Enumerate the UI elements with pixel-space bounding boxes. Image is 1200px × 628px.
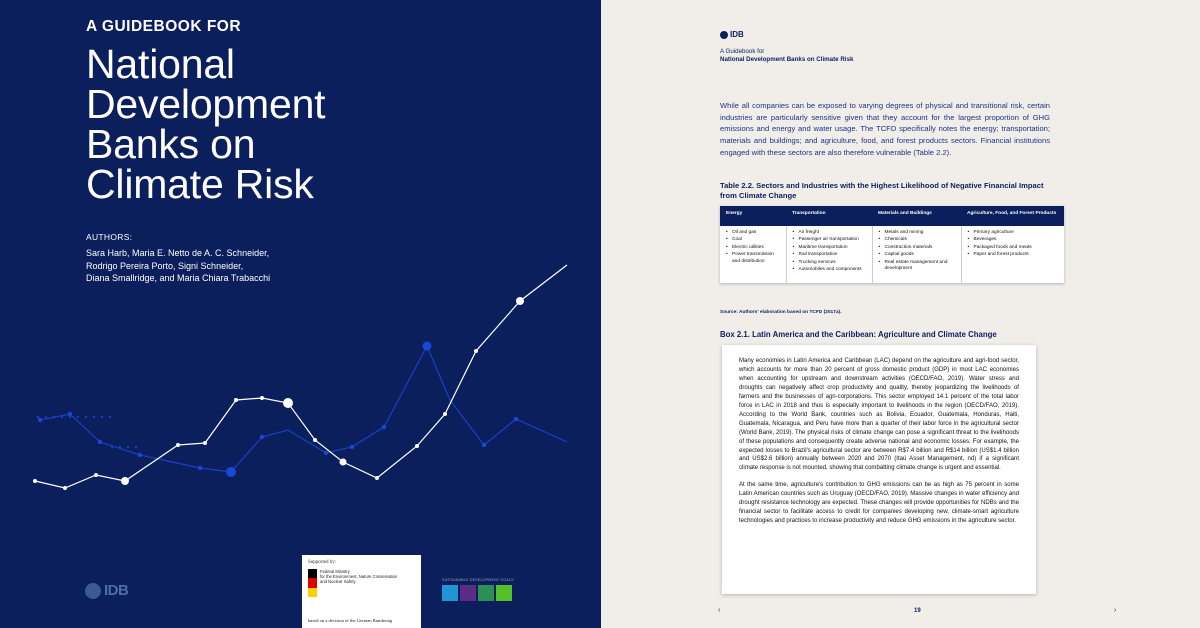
- list-item: • Primary agriculture: [968, 230, 1059, 236]
- idb-logo: [85, 582, 128, 599]
- intro-paragraph: While all companies can be exposed to varying degrees of physical and transitional risk, certain industries are particularly sensitive given that they account for the largest proportion of GHG emissions and energy and water usage. The TCFD specifically notes the energy; transportation; materials and buildings; and agriculture, food, and forest products sectors. Financial institutions engaged with these sectors are also therefore vulnerable (Table 2.2).: [720, 101, 1050, 157]
- box-paragraph: Many economies in Latin America and Caribbean (LAC) depend on the agriculture and agri-food sector, which accounts for more than 20 percent of gross domestic product (GDP) in most LAC economies when accounting for upstream and downstream activities (OECD/FAO, 2019). Water stress and droughts can negatively affect crop productivity and quality, thereby jeopardizing the livelihoods of farmers and the businesses of agri-corporations. This sector employed 14.1 percent of the total labor force in LAC in 2018 and thus is especially important to livelihoods in the region (OECD/FAO, 2019). According to the World Bank, countries such as Bolivia, Ecuador, Guatemala, Honduras, Haiti, Guatemala, Nicaragua, and Peru have more than a quarter of their labor force in the agricultural sector (World Bank, 2019). The physical risks of climate change can pose a significant threat to the livelihoods of these populations and consequently create adverse national and economic losses. For example, the expected losses to Brazil's agricultural sector are between R$7.4 billion and R$14 billion (US$1.4 billion and US$2.6 billion) annually between 2020 and 2070 (Itaú Asset Management, nd) if a significant climate response is not mounted, showing that combatting climate change is urgent and essential.: [739, 358, 1019, 472]
- sdg-label: SUSTAINABLE DEVELOPMENT GOALS: [442, 578, 514, 582]
- page-navigation: [601, 607, 1200, 617]
- list-item: • Chemicals: [879, 237, 955, 243]
- sdg-land-icon: [496, 585, 512, 601]
- list-item: • Passenger air transportation: [793, 237, 866, 243]
- list-item: • Rail transportation: [793, 252, 866, 258]
- authors-line: Rodrigo Pereira Porto, Signi Schneider,: [86, 260, 244, 271]
- list-item: • Construction materials: [879, 245, 955, 251]
- chevron-right-icon[interactable]: ›: [1114, 607, 1117, 614]
- running-header-line1: A Guidebook for: [720, 48, 765, 55]
- table-header-cell: Energy: [720, 206, 786, 226]
- cover-title-line: Development: [86, 81, 326, 127]
- sdg-climate-icon: [478, 585, 494, 601]
- authors-line: Diana Smallridge, and Maria Chiara Trabacchi: [86, 273, 271, 284]
- list-item: • Trucking services: [793, 260, 866, 266]
- page-number: 19: [914, 608, 921, 614]
- cover-title-line: National: [86, 41, 235, 87]
- chevron-left-icon[interactable]: ‹: [718, 607, 721, 614]
- running-header-line2: National Development Banks on Climate Risk: [720, 56, 854, 63]
- list-item: • Packaged foods and meats: [968, 245, 1059, 251]
- cover-title-line: Banks on: [86, 121, 256, 167]
- list-item: • Beverages: [968, 237, 1059, 243]
- list-item: • Real estate management and development: [879, 260, 955, 272]
- list-item: • Capital goods: [879, 252, 955, 258]
- page-logo-text: IDB: [730, 30, 744, 39]
- box-title: Box 2.1. Latin America and the Caribbean: Agriculture and Climate Change: [720, 330, 997, 339]
- table-cell: [786, 226, 872, 283]
- sdg-badges: [442, 578, 514, 601]
- sectors-table: [720, 206, 1064, 283]
- white-trend-line: [33, 265, 567, 490]
- text-box: [722, 345, 1036, 594]
- table-header-cell: Transportation: [786, 206, 872, 226]
- table-header-cell: Materials and Buildings: [872, 206, 961, 226]
- ministry-line: for the Environment, Nature Conservation: [320, 574, 398, 580]
- cover-kicker: A GUIDEBOOK FOR: [86, 18, 242, 35]
- blue-trend-line: [38, 342, 567, 478]
- table-row: [720, 226, 1064, 283]
- list-item: • Oil and gas: [726, 230, 780, 236]
- ministry-line: Federal Ministry: [320, 569, 350, 574]
- supported-by-label: Supported by:: [308, 560, 337, 565]
- table-header-cell: Agriculture, Food, and Forest Products: [961, 206, 1064, 226]
- list-item: • Electric utilities: [726, 245, 780, 251]
- sdg-peace-icon: [460, 585, 476, 601]
- list-item: • Paper and forest products: [968, 252, 1059, 258]
- german-flag-icon: [308, 569, 317, 597]
- table-cell: [720, 226, 786, 283]
- authors-label: AUTHORS:: [86, 232, 133, 242]
- table-cell: [961, 226, 1064, 283]
- list-item: • Coal: [726, 237, 780, 243]
- ministry-line: and Nuclear Safety: [320, 579, 356, 585]
- bundestag-decision: based on a decision of the German Bundestag: [308, 618, 393, 623]
- box-paragraph: At the same time, agriculture's contribution to GHG emissions can be as high as 75 percent in some Latin American countries such as Uruguay (OECD/FAO, 2019). Massive changes in water efficiency and drought resistance technology are expected. These changes will provide opportunities for NDBs and the financial sector to facilitate access to credit for companies developing new, climate-smart agriculture technologies and practices to increase productivity and reduce GHG emissions in the agriculture sector.: [739, 482, 1019, 525]
- list-item: • Automobiles and components: [793, 267, 866, 273]
- idb-logo-icon: [85, 583, 101, 599]
- list-item: • Air freight: [793, 230, 866, 236]
- cover-title-line: Climate Risk: [86, 161, 314, 207]
- list-item: • Power transmission and distribution: [726, 252, 780, 264]
- table-source: Source: Authors' elaboration based on TCFD (2017a).: [720, 310, 842, 315]
- authors-line: Sara Harb, Maria E. Netto de A. C. Schneider,: [86, 248, 270, 258]
- blue-dot-row: [37, 416, 137, 448]
- ministry-name: [320, 569, 397, 597]
- sdg-water-icon: [442, 585, 458, 601]
- ministry-logo: [308, 569, 415, 597]
- table-cell: [872, 226, 961, 283]
- supporter-card: [302, 555, 421, 628]
- list-item: • Metals and mining: [879, 230, 955, 236]
- table-title: Table 2.2. Sectors and Industries with the Highest Likelihood of Negative Financial Impact from Climate Change: [720, 181, 1044, 200]
- page-logo: [720, 30, 744, 39]
- interior-page: [601, 0, 1200, 628]
- list-item: • Maritime transportation: [793, 245, 866, 251]
- idb-logo-text: IDB: [104, 582, 129, 599]
- idb-logo-icon: [720, 31, 728, 39]
